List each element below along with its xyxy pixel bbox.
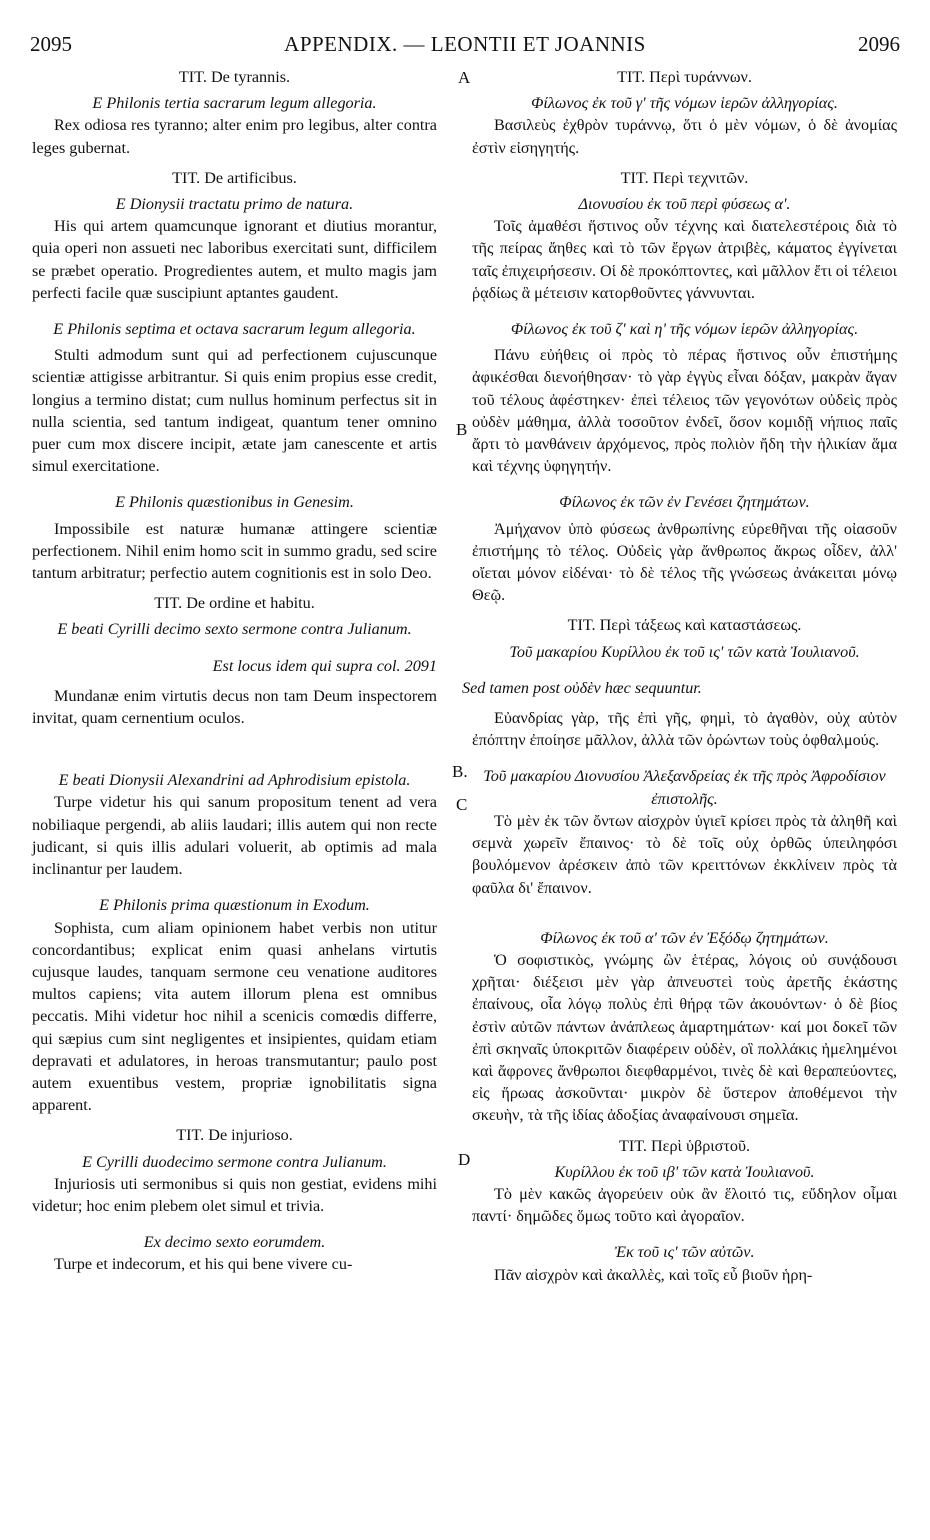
paragraph: Mundanæ enim virtutis decus non tam Deum inspectorem invitat, quam cernentium oculos.	[32, 686, 437, 728]
paragraph: Injuriosis uti sermonibus si quis non gestiat, evidens mihi videtur; hoc enim plebem olet simul et trivia.	[32, 1174, 437, 1215]
paragraph: Τὸ μὲν ἐκ τῶν ὄντων αἰσχρὸν ὑγιεῖ κρίσει πρὸς τὰ ἀληθῆ καὶ σεμνὰ χωρεῖν ἔπαινος· τὸ δὲ τοῖς οὐχ ὀρθῶς ὑπειληφόσι βουλόμενον ἀρέσκειν ἀπὸ τῶν κρειττόνων ἐκκλίνειν πρὸς τὰ φαῦλα δι' ἔπαινον.	[472, 811, 897, 897]
paragraph: Turpe et indecorum, et his qui bene vivere cu-	[54, 1255, 353, 1274]
source-heading: Ἐκ τοῦ ις' τῶν αὐτῶν.	[614, 1243, 755, 1262]
paragraph: Impossibile est naturæ humanæ attingere scientiæ perfectionem. Nihil enim homo scit in summo gradu, sed scire tantum arbitratur; perfectio autem cognitionis est in solo Deo.	[32, 519, 437, 583]
paragraph: Ἀμήχανον ὑπὸ φύσεως ἀνθρωπίνης εὑρεθῆναι τῆς οἰασοῦν ἐπιστήμης τὸ τέλος. Οὐδεὶς γὰρ ἄνθρωπος ἄκρως οἶδεν, ἀλλ' οἴεται μόνον εἰδέναι· τὸ δὲ τέλος τῆς γνώσεως ἀνάκειται μόνῳ Θεῷ.	[472, 519, 897, 605]
page-number-right: 2096	[858, 32, 900, 56]
page-number-left: 2095	[30, 32, 72, 56]
section-title: TIT. Περὶ τάξεως καὶ καταστάσεως.	[567, 616, 802, 635]
section-title: TIT. Περὶ τυράννων.	[617, 68, 752, 86]
greek-column	[462, 66, 897, 1286]
source-heading: E beati Dionysii Alexandrini ad Aphrodisium epistola.	[58, 771, 411, 790]
section-title: TIT. De injurioso.	[176, 1126, 293, 1145]
paragraph: Ὁ σοφιστικὸς, γνώμης ὢν ἑτέρας, λόγοις οὐ συνᾴδουσι χρῆται· διέξεισι μὲν γὰρ ἀπνευστεὶ τοὺς ἀρετῆς ἑκάστης ἐπαίνους, οἷα λόγῳ πολὺς ἐπὶ θήρᾳ τῶν ἀκουόντων· ὁ δὲ βίος ἐστὶν αὐτῶν πάντων ἀνάπλεως ἁμαρτημάτων· καί μοι δοκεῖ τῶν ἐπὶ σκηναῖς ὑποκριτῶν διαφέρειν οὐδὲν, οἳ πολλάκις ἠμελημένοι καὶ ἄφρονες ἄνθρωποι διεφθαρμένοι, τινὲς δὲ καὶ θεραπεύοντες, εἰς ἥρωας ἀσκοῦνται· μικρὸν δὲ ὕστερον ἀποθέμενοι τὴν σκευὴν, τὰ τῆς ἰδίας ἀδοξίας ἀναφαίνουσι σημεῖα.	[472, 950, 897, 1125]
paragraph: Πάνυ εὐήθεις οἱ πρὸς τὸ πέρας ἥστινος οὖν ἐπιστήμης ἀφικέσθαι διενοήθησαν· τὸ γὰρ ἐγγὺς εἶναι δόξαν, μακρὰν ἄγαν τοῦ τέλους ἀφέστηκεν· ἐπεὶ τέλειος τῶν γεγονότων οὐδεὶς πρὸς οὐδὲν μάθημα, ἀλλὰ τοσοῦτον ἐνδεῖ, ὅσον κομιδῇ νήπιος παῖς ἄρτι τὸ μανθάνειν ἀρχόμενος, πρὸς πολιὸν ἤδη τὴν ἡλικίαν ἅμα καὶ τέχνης ὑφηγητήν.	[472, 346, 897, 476]
source-heading: Φίλωνος ἐκ τοῦ ζ' καὶ η' τῆς νόμων ἱερῶν ἀλληγορίας.	[510, 320, 859, 339]
source-heading: Διονυσίου ἐκ τοῦ περὶ φύσεως α'.	[578, 195, 791, 214]
paragraph: Πᾶν αἰσχρὸν καὶ ἀκαλλὲς, καὶ τοῖς εὖ βιοῦν ἡρη-	[494, 1265, 813, 1284]
section-title: TIT. De ordine et habitu.	[154, 594, 315, 613]
section-title: TIT. De artificibus.	[172, 168, 297, 187]
section-title: TIT. De tyrannis.	[178, 68, 291, 86]
source-heading: Φίλωνος ἐκ τῶν ἐν Γενέσει ζητημάτων.	[559, 493, 810, 512]
section-title: TIT. Περὶ τεχνιτῶν.	[620, 168, 749, 187]
margin-letter-a: A	[458, 68, 471, 87]
margin-letter-c: C	[456, 795, 468, 814]
paragraph: Stulti admodum sunt qui ad perfectionem cujuscunque scientiæ attigisse arbitrantur. Si quis enim propius esse credit, longius a termino distat; cum nullus hominum perfectus sit in nulla scientia, sed tantum indigeat, quantum tener omnino puer cum mox discere incipit, ætate jam canescente et artis simul exercitatione.	[32, 346, 437, 476]
paragraph: Τοῖς ἀμαθέσι ἥστινος οὖν τέχνης καὶ διατελεστέροις διὰ τὸ τῆς πείρας ἄηθες καὶ τὸ τῶν ἔργων ἀτριβὲς, κάματος ἐγγίνεται ταῖς ἐπιχειρήσεσιν. Οἱ δὲ προκόπτοντες, καὶ μᾶλλον ἔτι οἱ τέλειοι ῥᾳδίως ἃ μέτεισιν κατορθοῦντες γάννυνται.	[472, 217, 897, 302]
source-heading: Τοῦ μακαρίου Διονυσίου Ἀλεξανδρείας ἐκ τῆς πρὸς Ἀφροδίσιον ἐπιστολῆς.	[483, 767, 886, 808]
source-heading: E Philonis septima et octava sacrarum legum allegoria.	[53, 320, 416, 339]
running-header	[30, 32, 900, 62]
paragraph: Turpe videtur his qui sanum propositum tenent ad vera nobiliaque pergendi, ab aliis laudari; illis autem qui non recte judicant, si quis illis adulari voluerit, ab optimis ad mala inclinantur per laudem.	[32, 793, 437, 879]
source-heading: E Cyrilli duodecimo sermone contra Julianum.	[82, 1152, 387, 1171]
paragraph: Βασιλεὺς ἐχθρὸν τυράννῳ, ὅτι ὁ μὲν νόμων, ὁ δὲ ἀνομίας ἐστὶν εἰσηγητής.	[472, 116, 897, 157]
margin-letter-b-dot: B.	[452, 762, 468, 781]
source-heading: E Philonis quæstionibus in Genesim.	[115, 493, 354, 512]
section-title: TIT. Περὶ ὑβριστοῦ.	[618, 1136, 751, 1155]
source-heading: Κυρίλλου ἐκ τοῦ ιβ' τῶν κατὰ Ἰουλιανοῦ.	[554, 1162, 815, 1181]
source-heading: Φίλωνος ἐκ τοῦ α' τῶν ἐν Ἐξόδῳ ζητημάτων.	[540, 928, 829, 947]
running-title: APPENDIX. — LEONTII ET JOANNIS	[284, 32, 646, 56]
source-heading: E beati Cyrilli decimo sexto sermone contra Julianum.	[57, 620, 412, 639]
paragraph: His qui artem quamcunque ignorant et diutius morantur, quia operi non assueti nec laboribus exercitati sunt, difficilem se præbet operatio. Progredientes autem, et multo magis jam perfecti facile quæ suscipiunt aptantes gaudent.	[32, 217, 437, 302]
latin-column	[32, 66, 437, 1276]
source-heading: Φίλωνος ἐκ τοῦ γ' τῆς νόμων ἱερῶν ἀλληγορίας.	[531, 94, 838, 113]
source-heading: E Philonis tertia sacrarum legum allegoria.	[92, 94, 377, 113]
source-heading: Ex decimo sexto eorumdem.	[143, 1233, 326, 1252]
paragraph: Sophista, cum aliam opinionem habet verbis non utitur concordantibus; explicat enim quasi anhelans virtutis cujusque laudes, tanquam sermone ceu venatione auditores multos capiens; vita autem illorum plena est omnibus peccatis. Mihi videtur hoc nihil a scenicis comœdis differre, qui sæpius cum sint negligentes et insipientes, quidam etiam depravati et adulatores, in heroas transmutantur; paulo post autem exuentibus vestem, propriæ ignobilitatis signa apparent.	[32, 918, 437, 1115]
margin-letter-b: B	[456, 420, 468, 439]
margin-letter-d: D	[458, 1150, 471, 1169]
paragraph: Εὐανδρίας γὰρ, τῆς ἐπὶ γῆς, φημὶ, τὸ ἀγαθὸν, οὐχ αὐτὸν ἐπόπτην ἐποίησε μᾶλλον, ἀλλὰ τῶν ὁρώντων τοὺς ὀφθαλμούς.	[472, 709, 897, 750]
source-heading: E Dionysii tractatu primo de natura.	[115, 195, 354, 214]
source-heading: E Philonis prima quæstionum in Exodum.	[99, 896, 370, 915]
editorial-note: Sed tamen post οὐδὲν hæc sequuntur.	[462, 678, 702, 697]
paragraph: Rex odiosa res tyranno; alter enim pro legibus, alter contra leges gubernat.	[32, 116, 437, 157]
source-heading: Τοῦ μακαρίου Κυρίλλου ἐκ τοῦ ις' τῶν κατὰ Ἰουλιανοῦ.	[509, 642, 860, 661]
editorial-note: Est locus idem qui supra col. 2091	[212, 656, 437, 675]
paragraph: Τὸ μὲν κακῶς ἀγορεύειν οὐκ ἂν ἕλοιτό τις, εὔδηλον οἶμαι παντί· δημῶδες ὅμως τοῦτο καὶ ἀγοραῖον.	[472, 1184, 897, 1226]
